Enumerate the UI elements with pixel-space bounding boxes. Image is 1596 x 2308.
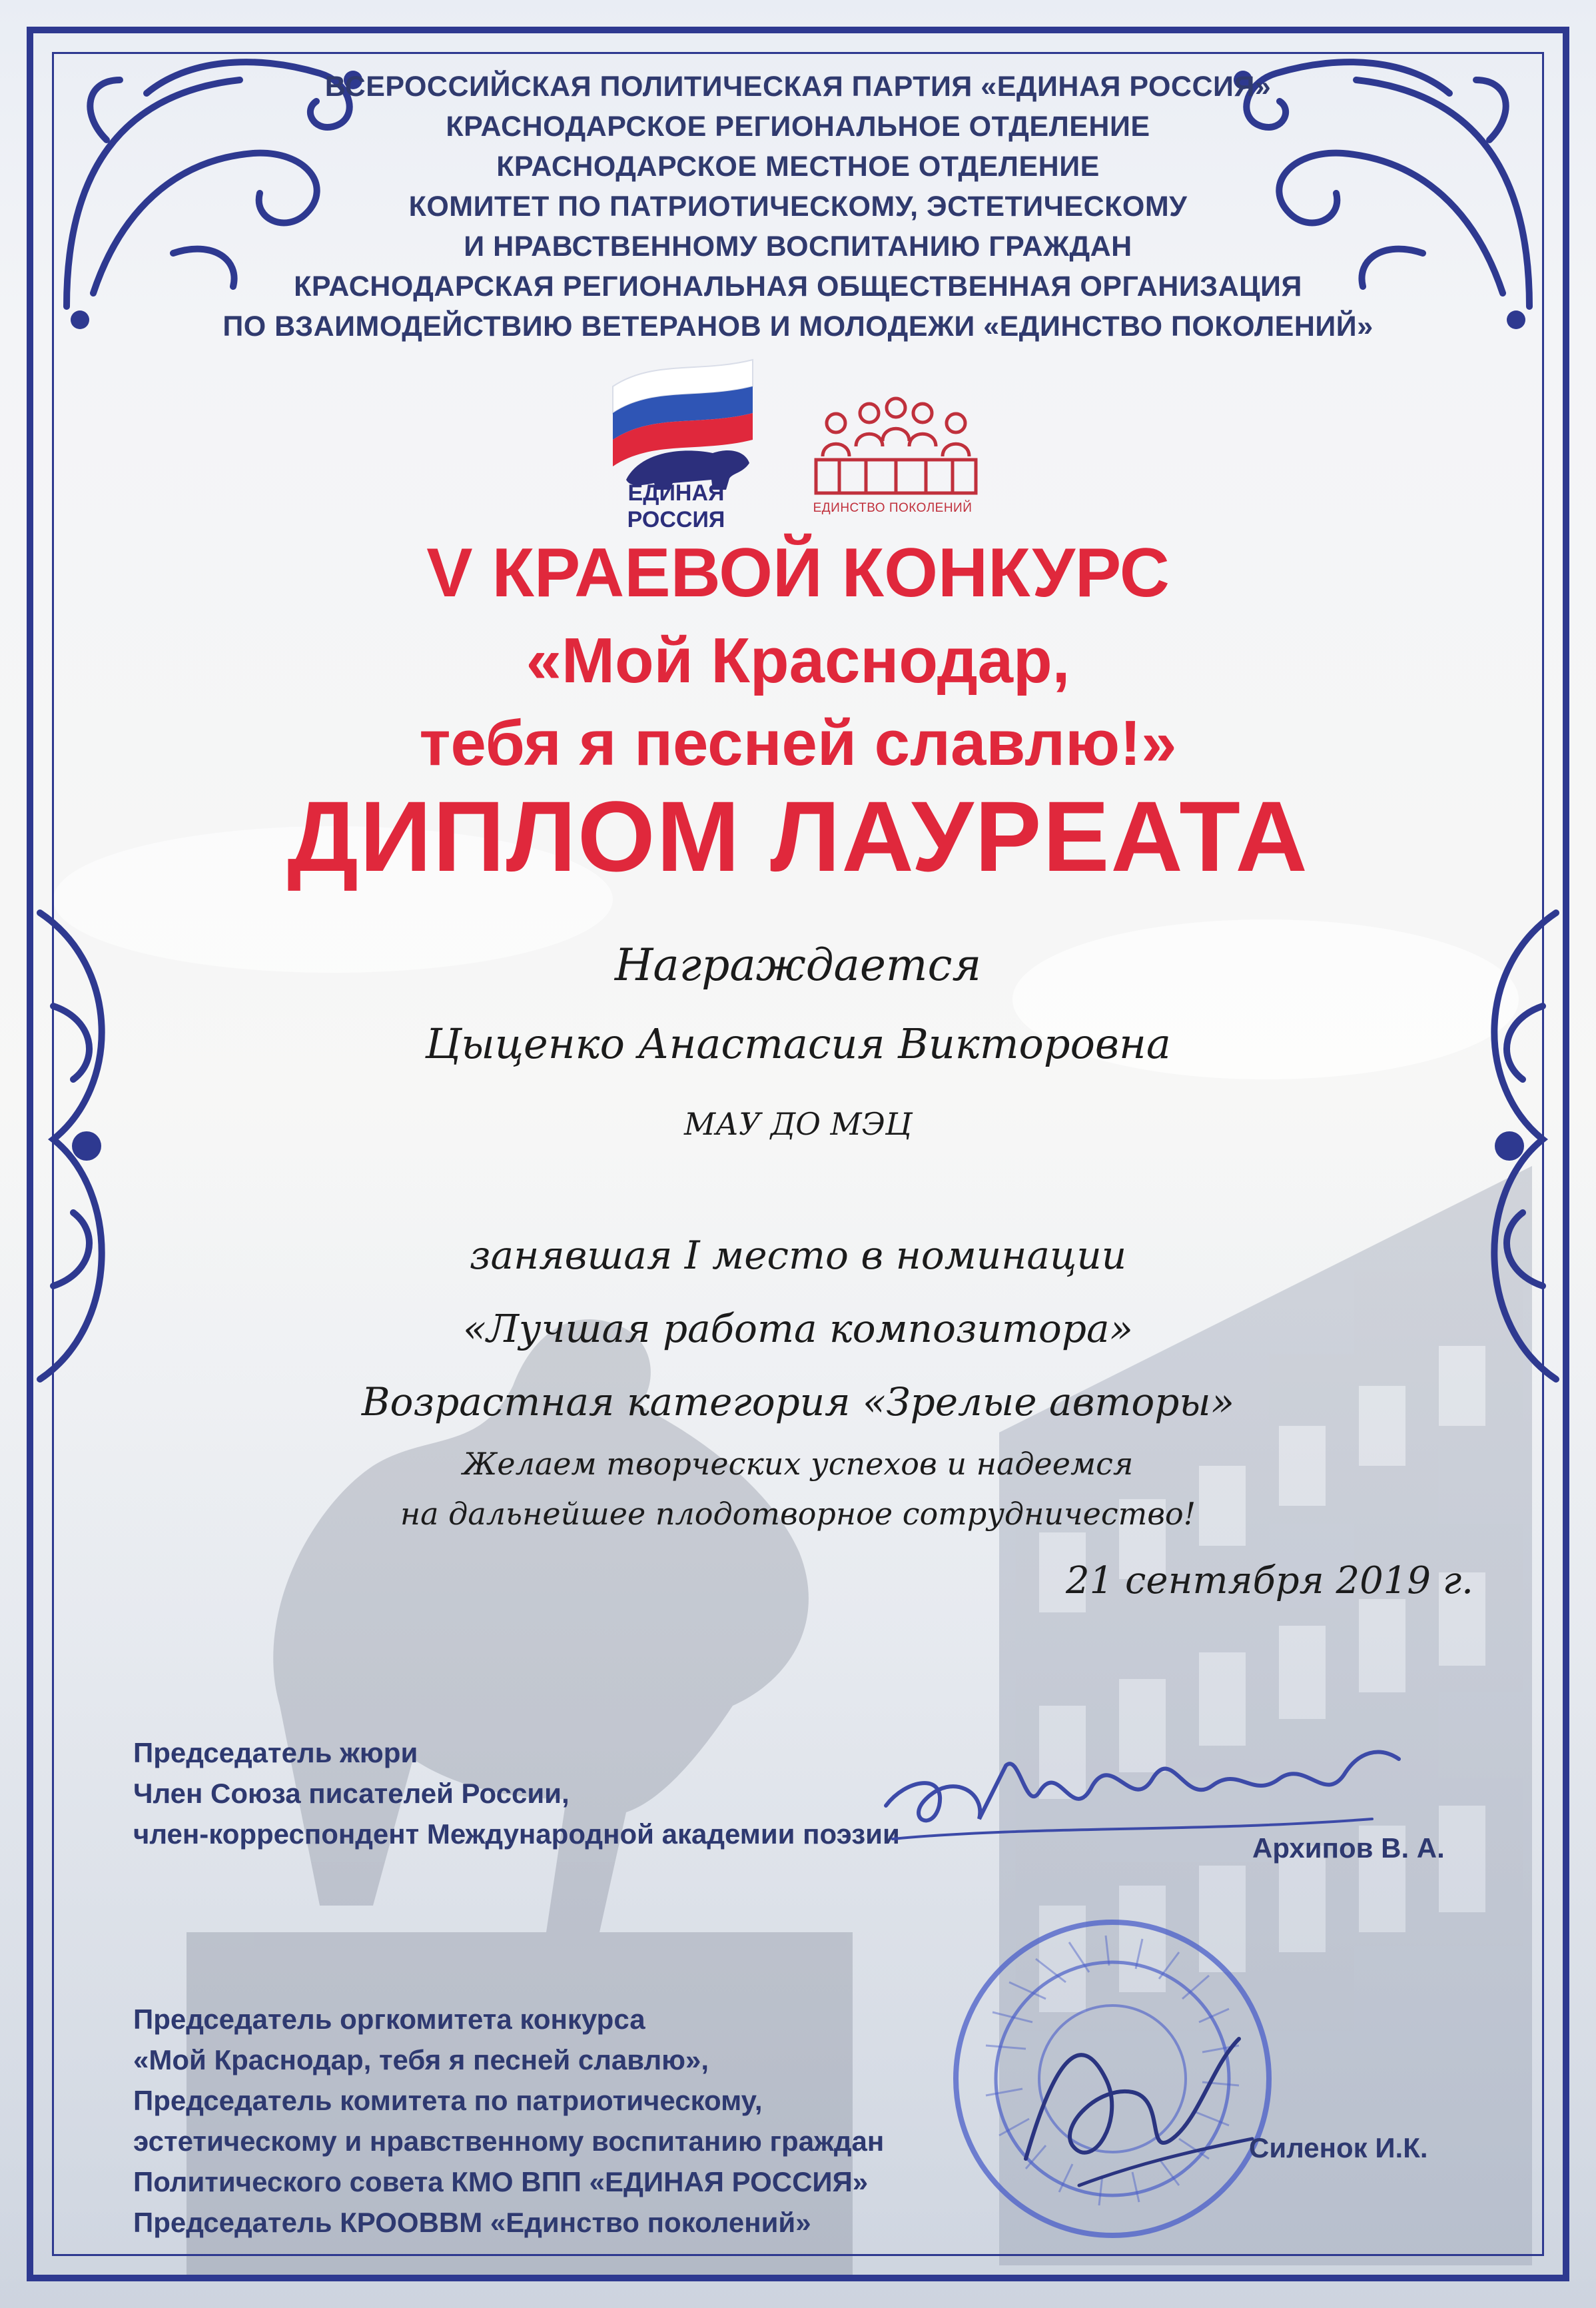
credential-line: Председатель КРООВВМ «Единство поколений» bbox=[133, 2207, 811, 2238]
side-ornament-right bbox=[1449, 886, 1569, 1406]
header-line: ПО ВЗАИМОДЕЙСТВИЮ ВЕТЕРАНОВ И МОЛОДЕЖИ «ЕДИНСТВО ПОКОЛЕНИЙ» bbox=[222, 310, 1374, 342]
wishes-line: Желаем творческих успехов и надеемся bbox=[462, 1446, 1134, 1482]
age-category: Возрастная категория «Зрелые авторы» bbox=[361, 1379, 1235, 1425]
credential-line: «Мой Краснодар, тебя я песней славлю», bbox=[133, 2044, 709, 2075]
people-group-logo bbox=[806, 393, 986, 500]
header-line: КОМИТЕТ ПО ПАТРИОТИЧЕСКОМУ, ЭСТЕТИЧЕСКОМУ bbox=[408, 191, 1188, 223]
edinaya-rossiya-logo-caption: ЕДИНАЯ РОССИЯ bbox=[627, 480, 725, 532]
committee-chair-name: Силенок И.К. bbox=[1249, 2132, 1428, 2163]
edinstvo-pokoleniy-logo-caption: ЕДИНСТВО ПОКОЛЕНИЙ bbox=[813, 501, 973, 515]
contest-title: V КРАЕВОЙ КОНКУРС bbox=[426, 534, 1170, 612]
inner-frame bbox=[52, 52, 1544, 2256]
recipient-name: Цыценко Анастасия Викторовна bbox=[425, 1019, 1171, 1068]
jury-chair-name: Архипов В. А. bbox=[1252, 1832, 1445, 1864]
committee-chair-credentials bbox=[133, 1999, 884, 2243]
credential-line: член-корреспондент Международной академии поэзии bbox=[133, 1818, 900, 1850]
wishes-line: на дальнейшее плодотворное сотрудничество! bbox=[400, 1496, 1196, 1532]
side-ornament-left bbox=[27, 886, 147, 1406]
credential-line: Председатель оргкомитета конкурса bbox=[133, 2004, 645, 2035]
credential-line: Председатель жюри bbox=[133, 1737, 418, 1768]
credential-line: эстетическому и нравственному воспитанию граждан bbox=[133, 2125, 885, 2157]
award-date: 21 сентября 2019 г. bbox=[1066, 1559, 1473, 1602]
contest-name-line: «Мой Краснодар, bbox=[526, 625, 1070, 696]
header-line: КРАСНОДАРСКАЯ РЕГИОНАЛЬНАЯ ОБЩЕСТВЕННАЯ ОРГАНИЗАЦИЯ bbox=[294, 271, 1302, 302]
recipient-organization: МАУ ДО МЭЦ bbox=[684, 1106, 912, 1142]
contest-name bbox=[133, 620, 1463, 785]
credential-line: Член Союза писателей России, bbox=[133, 1778, 570, 1809]
header-line: КРАСНОДАРСКОЕ РЕГИОНАЛЬНОЕ ОТДЕЛЕНИЕ bbox=[446, 111, 1150, 143]
place-statement: занявшая I место в номинации bbox=[469, 1233, 1127, 1278]
diploma-title: ДИПЛОМ ЛАУРЕАТА bbox=[287, 780, 1309, 892]
organization-header bbox=[200, 67, 1396, 346]
contest-name-line: тебя я песней славлю!» bbox=[419, 708, 1177, 779]
awarded-label: Награждается bbox=[614, 939, 982, 991]
header-line: И НРАВСТВЕННОМУ ВОСПИТАНИЮ ГРАЖДАН bbox=[464, 231, 1132, 263]
credential-line: Политического совета КМО ВПП «ЕДИНАЯ РОССИЯ» bbox=[133, 2166, 869, 2197]
header-line: ВСЕРОССИЙСКАЯ ПОЛИТИЧЕСКАЯ ПАРТИЯ «ЕДИНАЯ РОССИЯ» bbox=[324, 71, 1272, 103]
nomination-name: «Лучшая работа композитора» bbox=[462, 1306, 1134, 1351]
credential-line: Председатель комитета по патриотическому, bbox=[133, 2085, 763, 2116]
jury-chair-credentials bbox=[133, 1732, 900, 1854]
header-line: КРАСНОДАРСКОЕ МЕСТНОЕ ОТДЕЛЕНИЕ bbox=[496, 151, 1100, 183]
committee-signature bbox=[999, 1986, 1279, 2212]
